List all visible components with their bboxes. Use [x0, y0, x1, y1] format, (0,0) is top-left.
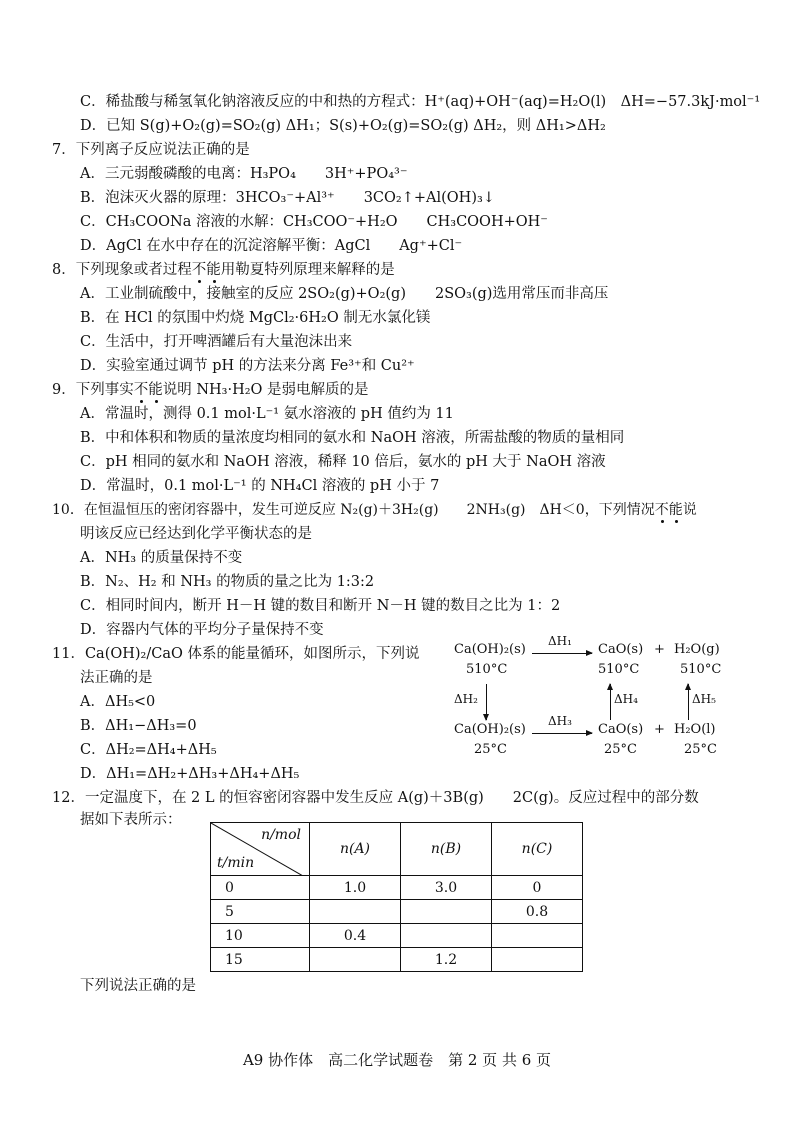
- table-corner-cell: [211, 823, 310, 876]
- emphasis-char: 能: [206, 262, 221, 278]
- option-11a: A．ΔH₅<0: [80, 694, 156, 710]
- table-cell: [401, 924, 492, 948]
- option-8d: D．实验室通过调节 pH 的方法来分离 Fe³⁺和 Cu²⁺: [80, 358, 415, 374]
- option-9c: C．pH 相同的氨水和 NaOH 溶液，稀释 10 倍后，氨水的 pH 大于 NaOH 溶液: [80, 454, 606, 470]
- diagram-cao-25: CaO(s): [598, 722, 644, 737]
- diagram-ca-oh2-25: Ca(OH)₂(s): [454, 722, 526, 737]
- option-10a: A．NH₃ 的质量保持不变: [80, 550, 243, 566]
- option-9d: D．常温时，0.1 mol·L⁻¹ 的 NH₄Cl 溶液的 pH 小于 7: [80, 478, 440, 494]
- option-10c: C．相同时间内，断开 H－H 键的数目和断开 N－H 键的数目之比为 1：2: [80, 598, 561, 614]
- question-7: 7．下列离子反应说法正确的是: [52, 142, 250, 158]
- diagram-h2o-l: H₂O(l): [674, 722, 716, 737]
- label-dh4: ΔH₄: [614, 692, 638, 706]
- arrow-dh4: [610, 684, 611, 720]
- table-cell: 15: [211, 948, 310, 972]
- table-cell: 0.8: [492, 900, 583, 924]
- table-cell: [310, 900, 401, 924]
- diagram-plus-top: +: [654, 642, 665, 657]
- option-11d: D．ΔH₁=ΔH₂+ΔH₃+ΔH₄+ΔH₅: [80, 766, 300, 782]
- table-cell: 5: [211, 900, 310, 924]
- label-dh1: ΔH₁: [548, 634, 572, 648]
- arrow-dh1: [532, 653, 592, 654]
- option-11c: C．ΔH₂=ΔH₄+ΔH₅: [80, 742, 217, 758]
- option-7c: C．CH₃COONa 溶液的水解：CH₃COO⁻+H₂O CH₃COOH+OH⁻: [80, 214, 548, 230]
- energy-cycle-diagram: [452, 634, 752, 765]
- table-row: [211, 876, 583, 900]
- emphasis-char: 能: [148, 382, 163, 398]
- temp-25-1: 25°C: [474, 742, 507, 757]
- table-cell: 1.2: [401, 948, 492, 972]
- diagram-h2o-g: H₂O(g): [674, 642, 720, 657]
- option-7a: A．三元弱酸磷酸的电离：H₃PO₄ 3H⁺+PO₄³⁻: [80, 166, 408, 182]
- option-8b: B．在 HCl 的氛围中灼烧 MgCl₂·6H₂O 制无水氯化镁: [80, 310, 431, 326]
- option-9a: A．常温时，测得 0.1 mol·L⁻¹ 氨水溶液的 pH 值约为 11: [80, 406, 454, 422]
- label-dh2: ΔH₂: [454, 692, 478, 706]
- table-header-row: [211, 823, 583, 876]
- table-cell: [310, 948, 401, 972]
- table-cell: [492, 948, 583, 972]
- question-10: 10．在恒温恒压的密闭容器中，发生可逆反应 N₂(g)＋3H₂(g) 2NH₃(g) ΔH＜0，下列情况不能说: [52, 502, 697, 518]
- column-header: n(C): [492, 823, 583, 876]
- arrow-dh2: [486, 684, 487, 720]
- temp-510-3: 510°C: [680, 662, 722, 677]
- option-10d: D．容器内气体的平均分子量保持不变: [80, 622, 324, 638]
- table-cell: 1.0: [310, 876, 401, 900]
- table-row: [211, 948, 583, 972]
- header-n-mol: n/mol: [261, 827, 301, 843]
- emphasis-marker: [655, 502, 683, 518]
- emphasis-char: 不: [654, 502, 669, 518]
- temp-510-2: 510°C: [598, 662, 640, 677]
- question-10-continued: 明该反应已经达到化学平衡状态的是: [80, 526, 312, 542]
- table-row: [211, 924, 583, 948]
- temp-510-1: 510°C: [466, 662, 508, 677]
- table-cell: 0.4: [310, 924, 401, 948]
- page-footer: A9 协作体 高二化学试题卷 第 2 页 共 6 页: [242, 1051, 552, 1069]
- question-12: 12．一定温度下，在 2 L 的恒容密闭容器中发生反应 A(g)＋3B(g) 2C(g)。反应过程中的部分数: [52, 790, 699, 806]
- emphasis-marker: [192, 262, 221, 278]
- table-cell: 3.0: [401, 876, 492, 900]
- question-11: 11．Ca(OH)₂/CaO 体系的能量循环，如图所示，下列说: [52, 646, 420, 662]
- table-cell: [401, 900, 492, 924]
- question-8: 8．下列现象或者过程不能用勒夏特列原理来解释的是: [52, 262, 395, 278]
- question-12-prompt: 下列说法正确的是: [80, 978, 196, 994]
- emphasis-char: 不: [133, 382, 149, 398]
- table-cell: 0: [492, 876, 583, 900]
- diagram-cao-510: CaO(s): [598, 642, 644, 657]
- label-dh5: ΔH₅: [692, 692, 716, 706]
- arrow-dh5: [688, 684, 689, 720]
- option-7d: D．AgCl 在水中存在的沉淀溶解平衡：AgCl Ag⁺+Cl⁻: [80, 238, 463, 254]
- emphasis-char: 不: [191, 262, 207, 278]
- diagram-plus-bottom: +: [654, 722, 665, 737]
- emphasis-char: 能: [668, 502, 683, 518]
- data-table: [210, 822, 583, 972]
- table-row: [211, 900, 583, 924]
- option-8a: A．工业制硫酸中，接触室的反应 2SO₂(g)+O₂(g) 2SO₃(g)选用常压而非高压: [80, 286, 609, 302]
- table-cell: 10: [211, 924, 310, 948]
- option-10b: B．N₂、H₂ 和 NH₃ 的物质的量之比为 1:3:2: [80, 574, 375, 590]
- option-6d: D．已知 S(g)+O₂(g)=SO₂(g) ΔH₁；S(s)+O₂(g)=SO₂(g) ΔH₂，则 ΔH₁>ΔH₂: [80, 118, 606, 134]
- column-header: n(B): [401, 823, 492, 876]
- column-header: n(A): [310, 823, 401, 876]
- option-9b: B．中和体积和物质的量浓度均相同的氨水和 NaOH 溶液，所需盐酸的物质的量相同: [80, 430, 625, 446]
- temp-25-3: 25°C: [684, 742, 717, 757]
- question-9: 9．下列事实不能说明 NH₃·H₂O 是弱电解质的是: [52, 382, 369, 398]
- header-t-min: t/min: [217, 855, 255, 871]
- temp-25-2: 25°C: [604, 742, 637, 757]
- arrow-dh3: [532, 733, 592, 734]
- question-11-continued: 法正确的是: [80, 670, 153, 686]
- table-cell: [492, 924, 583, 948]
- option-6c: C．稀盐酸与稀氢氧化钠溶液反应的中和热的方程式：H⁺(aq)+OH⁻(aq)=H₂O(l) ΔH=−57.3kJ·mol⁻¹: [80, 94, 761, 110]
- option-7b: B．泡沫灭火器的原理：3HCO₃⁻+Al³⁺ 3CO₂↑+Al(OH)₃↓: [80, 190, 495, 206]
- label-dh3: ΔH₃: [548, 714, 572, 728]
- option-8c: C．生活中，打开啤酒罐后有大量泡沫出来: [80, 334, 353, 350]
- emphasis-marker: [134, 382, 163, 398]
- table-cell: 0: [211, 876, 310, 900]
- option-11b: B．ΔH₁−ΔH₃=0: [80, 718, 197, 734]
- question-12-continued: 据如下表所示：: [80, 812, 182, 828]
- diagram-ca-oh2-510: Ca(OH)₂(s): [454, 642, 526, 657]
